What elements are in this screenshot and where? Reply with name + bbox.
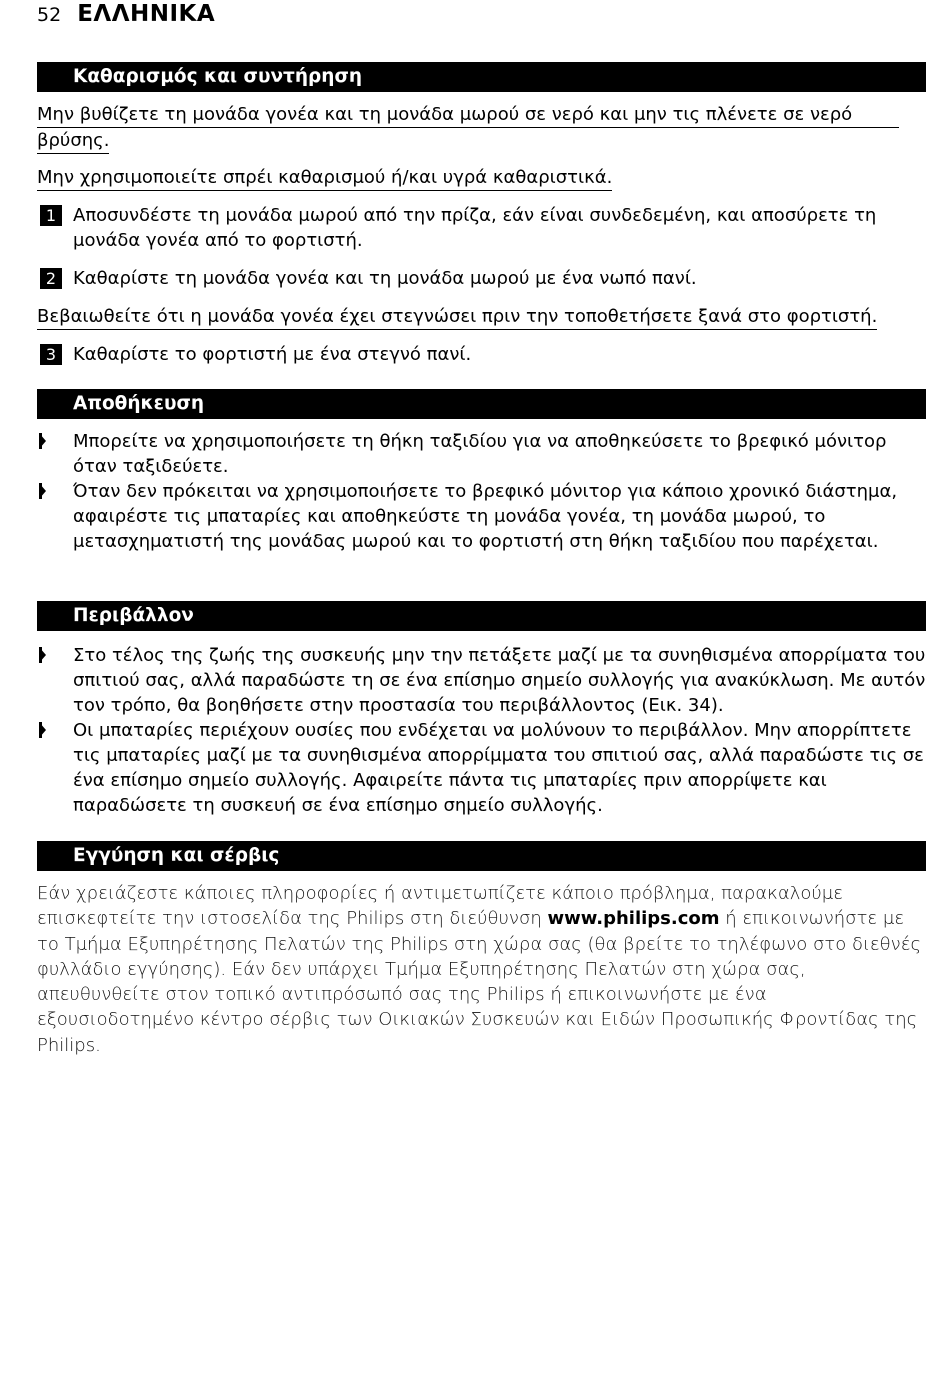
page-header [37,1,215,27]
philips-website-link[interactable]: www.philips.com [547,908,720,930]
cleaning-warning-1 [37,102,907,154]
warranty-text-part-1: Εάν χρειάζεστε κάποιες πληροφορίες ή αντιμετωπίζετε κάποιο πρόβλημα, παρακαλούμε επισκεφτείτε την ιστοσελίδα της Philips στη διεύθυνση [37,883,843,930]
step-text: Καθαρίστε το φορτιστή με ένα στεγνό πανί. [73,344,472,365]
bullet-arrow-icon [39,433,46,449]
environment-bullet-1 [37,643,932,718]
cleaning-warning-1-line2: βρύσης. [37,129,109,154]
cleaning-warning-1-line1: Μην βυθίζετε τη μονάδα γονέα και τη μονάδα μωρού σε νερό και μην τις πλένετε σε νερό [37,103,899,128]
bullet-arrow-icon [39,647,46,663]
warranty-text [37,881,922,1058]
storage-bullet-1 [37,429,932,479]
section-title-warranty: Εγγύηση και σέρβις [37,841,926,871]
bullet-text: Οι μπαταρίες περιέχουν ουσίες που ενδέχεται να μολύνουν το περιβάλλον. Μην απορρίπτετε τις μπαταρίες μαζί με τα συνηθισμένα απορρίμματα του σπιτιού σας, αλλά παραδώστε τις σε ένα επίσημο σημείο συλλογής. Αφαιρείτε πάντα τις μπαταρίες πριν απορρίψετε και παραδώσετε τη συσκευή σε ένα επίσημο σημείο συλλογής. [73,720,924,816]
cleaning-step-3 [37,342,932,367]
storage-bullet-2 [37,479,932,554]
language-heading: ΕΛΛΗΝΙΚΑ [77,1,216,27]
cleaning-warning-3 [37,304,927,330]
step-text: Αποσυνδέστε τη μονάδα μωρού από την πρίζα, εάν είναι συνδεδεμένη, και αποσύρετε τη μονάδα γονέα από το φορτιστή. [73,205,877,251]
section-title-cleaning: Καθαρισμός και συντήρηση [37,62,926,92]
cleaning-step-1 [37,203,932,253]
page-number: 52 [37,4,62,26]
cleaning-warning-3-text: Βεβαιωθείτε ότι η μονάδα γονέα έχει στεγνώσει πριν την τοποθετήσετε ξανά στο φορτιστή. [37,305,877,330]
step-number-badge: 2 [40,268,62,289]
step-number-badge: 3 [40,344,62,365]
bullet-arrow-icon [39,722,46,738]
bullet-arrow-icon [39,483,46,499]
step-number-badge: 1 [40,205,62,226]
step-text: Καθαρίστε τη μονάδα γονέα και τη μονάδα μωρού με ένα νωπό πανί. [73,268,697,289]
environment-bullet-2 [37,718,932,818]
cleaning-warning-2-text: Μην χρησιμοποιείτε σπρέι καθαρισμού ή/και υγρά καθαριστικά. [37,166,612,191]
warranty-text-part-2: ή επικοινωνήστε με το Τμήμα Εξυπηρέτησης Πελατών της Philips στη χώρα σας (θα βρείτε το τηλέφωνο στο διεθνές φυλλάδιο εγγύησης). Εάν δεν υπάρχει Τμήμα Εξυπηρέτησης Πελατών στη χώρα σας, απευθυνθείτε στον τοπικό αντιπρόσωπό σας της Philips ή επικοινωνήστε με ένα εξουσιοδοτημένο κέντρο σέρβις των Οικιακών Συσκευών και Ειδών Προσωπικής Φροντίδας της Philips. [37,908,922,1056]
cleaning-warning-2 [37,165,907,191]
bullet-text: Μπορείτε να χρησιμοποιήσετε τη θήκη ταξιδίου για να αποθηκεύσετε το βρεφικό μόνιτορ όταν ταξιδεύετε. [73,431,887,477]
bullet-text: Όταν δεν πρόκειται να χρησιμοποιήσετε το βρεφικό μόνιτορ για κάποιο χρονικό διάστημα, αφαιρέστε τις μπαταρίες και αποθηκεύστε τη μονάδα γονέα, τη μονάδα μωρού, το μετασχηματιστή της μονάδας μωρού και το φορτιστή στη θήκη ταξιδίου που παρέχεται. [73,481,898,552]
bullet-text: Στο τέλος της ζωής της συσκευής μην την πετάξετε μαζί με τα συνηθισμένα απορρίματα του σπιτιού σας, αλλά παραδώστε τη σε ένα επίσημο σημείο συλλογής για ανακύκλωση. Με αυτόν τον τρόπο, θα βοηθήσετε στην προστασία του περιβάλλοντος (Εικ. 34). [73,645,926,716]
cleaning-step-2 [37,266,932,291]
section-title-storage: Αποθήκευση [37,389,926,419]
section-title-environment: Περιβάλλον [37,601,926,631]
